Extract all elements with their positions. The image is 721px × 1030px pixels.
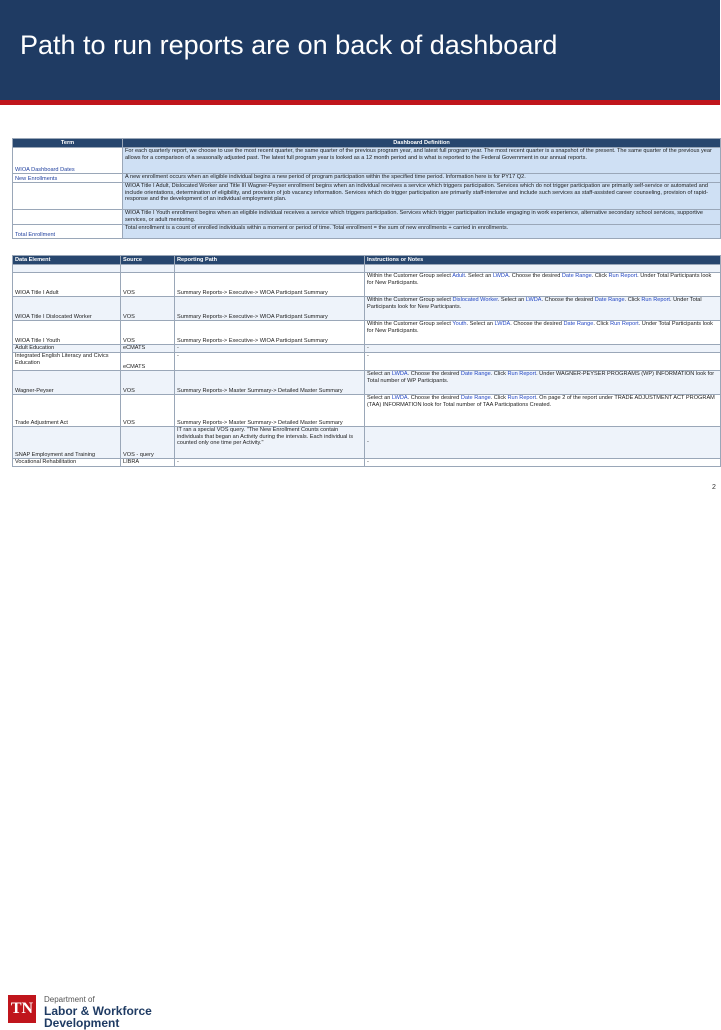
term-cell [13,183,123,210]
data-element-cell: Integrated English Literacy and Civics Education [13,353,121,371]
source-cell: VOS [121,297,175,321]
instructions-cell: Within the Customer Group select Adult. Select an LWDA. Choose the desired Date Range. Click Run Report. Under Total Participants look for New Participants. [365,273,721,297]
definition-row [13,210,721,225]
tn-seal-icon: TN [8,995,36,1023]
table-row [13,297,721,321]
slide-title: Path to run reports are on back of dashboard [20,30,558,60]
table-row [13,395,721,427]
source-cell: LIBRA [121,459,175,467]
logo-line-development: Development [44,1016,120,1030]
reporting-path-cell: Summary Reports-> Executive-> WIOA Participant Summary [175,297,365,321]
table-row [13,273,721,297]
source-cell: eCMATS [121,345,175,353]
page-number: 2 [712,484,716,491]
header-definition: Dashboard Definition [123,139,721,148]
definition-cell: For each quarterly report, we choose to use the most recent quarter, the same quarter of the previous program year, and latest full program year. The most recent quarter is a snapshot of the present. The same quarter of the previous year allows for a comparison of a seasonally adjusted past. The latest full program year is looked as a 12 month period and is what is reported to the Federal Government in our annual reports. [123,148,721,174]
term-cell: Total Enrollment [13,225,123,239]
definition-cell: WIOA Title I Adult, Dislocated Worker and Title III Wagner-Peyser enrollment begins when an individual receives a service which triggers participation. Services which do not trigger participation are primarily self-service or automated and include orientations, determination of eligibility, and provision of job vacancy information. Services which do trigger participation are primarily staff-intensive and include such services as staff-assisted career counseling, provision of rapid-response and the development of an individual employment plan. [123,183,721,210]
data-element-cell: Wagner-Peyser [13,371,121,395]
table-row [13,427,721,459]
data-element-cell: Adult Education [13,345,121,353]
department-logo [0,492,720,1030]
header-reporting-path: Reporting Path [175,256,365,265]
definition-row [13,174,721,183]
logo-line-labor: Labor & Workforce [44,1004,152,1018]
logo-line-department: Department of [44,995,95,1004]
data-element-cell: WIOA Title I Adult [13,273,121,297]
definition-cell: A new enrollment occurs when an eligible individual begins a new period of program participation within the specified time period. Information here is for PY17 Q2. [123,174,721,183]
report-paths-table [12,255,721,467]
header-data-element: Data Element [13,256,121,265]
instructions-cell: - [365,345,721,353]
instructions-cell: Select an LWDA. Choose the desired Date Range. Click Run Report. Under WAGNER-PEYSER PROGRAMS (WP) INFORMATION look for Total number of WP Participants. [365,371,721,395]
table-row [13,459,721,467]
data-element-cell: SNAP Employment and Training [13,427,121,459]
table-row [13,371,721,395]
instructions-cell: Within the Customer Group select Youth. Select an LWDA. Choose the desired Date Range. Click Run Report. Under Total Participants look for New Participants. [365,321,721,345]
definition-row [13,148,721,174]
table-row [13,345,721,353]
reporting-path-cell: Summary Reports-> Executive-> WIOA Participant Summary [175,273,365,297]
definitions-table [12,138,721,239]
instructions-cell: Within the Customer Group select Dislocated Worker. Select an LWDA. Choose the desired Date Range. Click Run Report. Under Total Participants look for New Participants. [365,297,721,321]
definition-cell: WIOA Title I Youth enrollment begins when an eligible individual receives a service which triggers participation. Services which trigger participation include engaging in work experience, alternative secondary school services, supportive services, or adult mentoring. [123,210,721,225]
source-cell: VOS [121,321,175,345]
definition-row [13,225,721,239]
source-cell: VOS [121,395,175,427]
term-cell [13,210,123,225]
instructions-cell: - [365,459,721,467]
reporting-path-cell: Summary Reports-> Master Summary-> Detailed Master Summary [175,395,365,427]
instructions-cell: Select an LWDA. Choose the desired Date Range. Click Run Report. On page 2 of the report under TRADE ADJUSTMENT ACT PROGRAM (TAA) INFORMATION look for Total number of TAA Participations Created. [365,395,721,427]
data-element-cell: Vocational Rehabilitation [13,459,121,467]
table-row [13,353,721,371]
instructions-cell: - [365,427,721,459]
reporting-path-cell: - [175,353,365,371]
definitions-header-row [13,139,721,148]
definition-cell: Total enrollment is a count of enrolled individuals within a moment or period of time. Total enrollment = the sum of new enrollments + carried in enrollments. [123,225,721,239]
definition-row [13,183,721,210]
data-element-cell: WIOA Title I Youth [13,321,121,345]
data-element-cell: Trade Adjustment Act [13,395,121,427]
reporting-path-cell: IT ran a special VOS query. "The New Enrollment Counts contain individuals that began an Activity during the intervals. Each individual is counted only one time per Activity." [175,427,365,459]
table-row [13,321,721,345]
reporting-path-cell: - [175,345,365,353]
header-instructions: Instructions or Notes [365,256,721,265]
report-header-row [13,256,721,265]
spacer-row [13,265,721,273]
source-cell: VOS - query [121,427,175,459]
data-element-cell: WIOA Title I Dislocated Worker [13,297,121,321]
header-term: Term [13,139,123,148]
source-cell: VOS [121,371,175,395]
source-cell: eCMATS [121,353,175,371]
instructions-cell: - [365,353,721,371]
reporting-path-cell: Summary Reports-> Executive-> WIOA Participant Summary [175,321,365,345]
reporting-path-cell: - [175,459,365,467]
header-source: Source [121,256,175,265]
term-cell: WIOA Dashboard Dates [13,148,123,174]
title-accent-rule [0,100,720,105]
term-cell: New Enrollments [13,174,123,183]
reporting-path-cell: Summary Reports-> Master Summary-> Detailed Master Summary [175,371,365,395]
source-cell: VOS [121,273,175,297]
